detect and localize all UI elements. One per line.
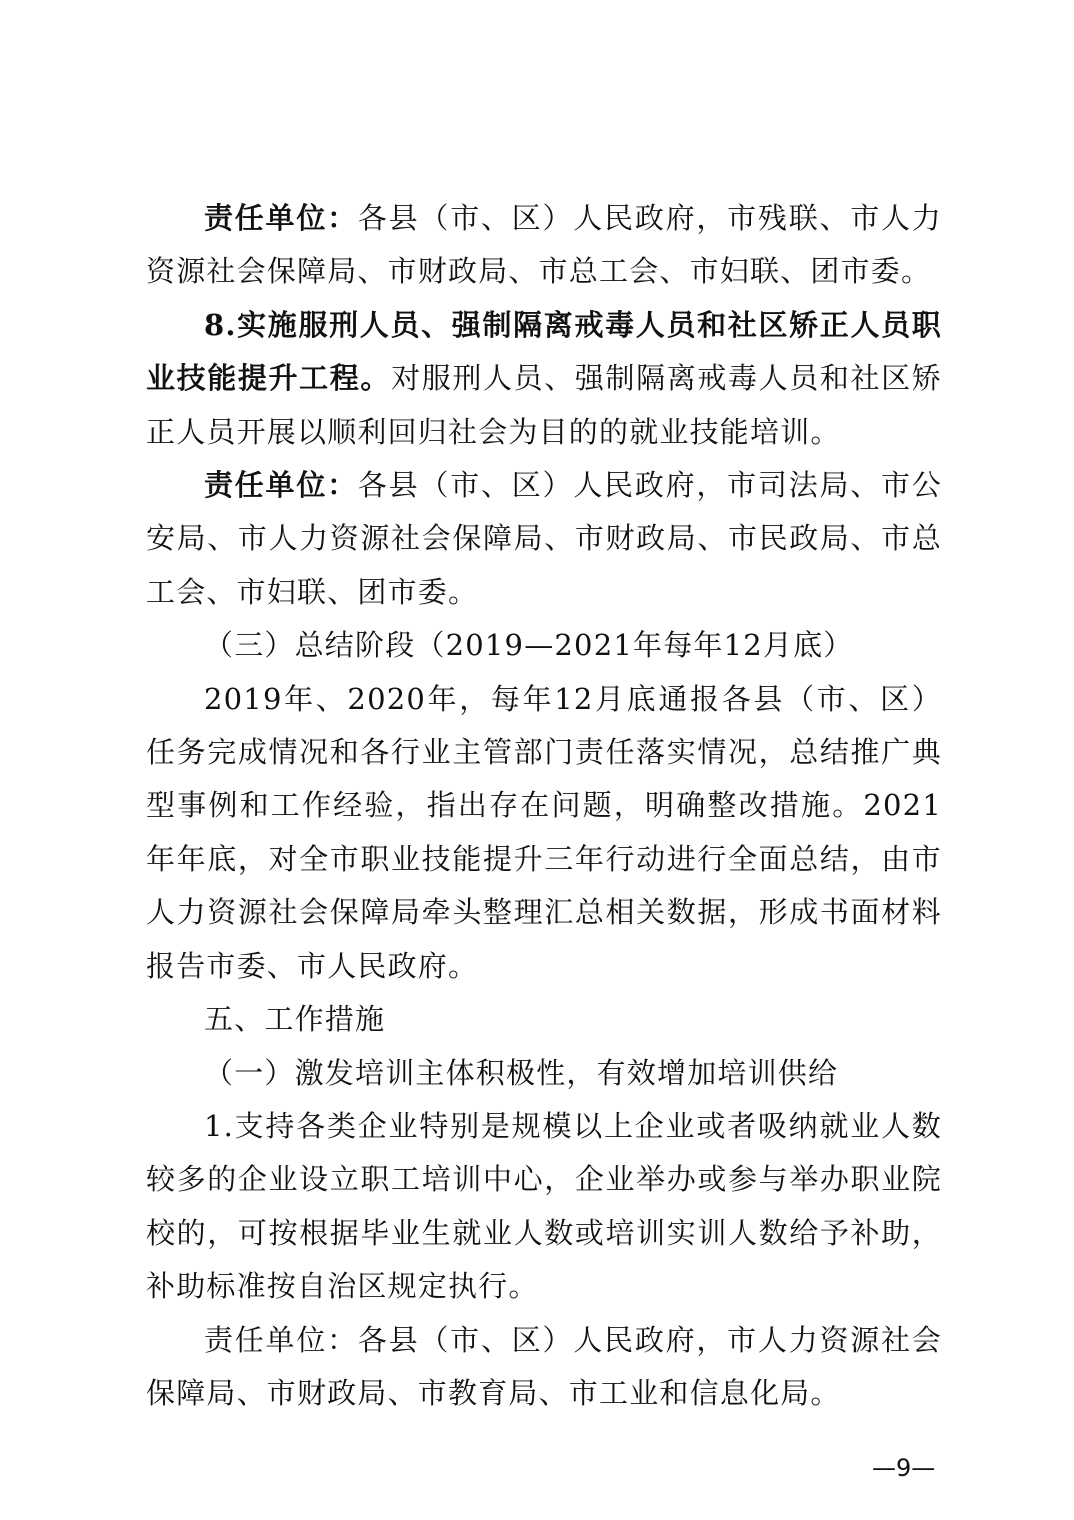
item-8-heading: 8.实施服刑人员、强制隔离戒毒人员和社区矫正人员职业技能提升工程。 — [146, 307, 942, 396]
page-number: —9— — [872, 1454, 936, 1482]
paragraph-responsible-units-2 — [146, 459, 942, 619]
paragraph-text: 对服刑人员、强制隔离戒毒人员和社区矫正人员开展以顺利回归社会为目的的就业技能培训。 — [146, 361, 942, 449]
section-heading-summary-stage: （三）总结阶段（2019—2021年每年12月底） — [204, 628, 854, 663]
responsible-units-label: 责任单位： — [204, 201, 358, 235]
section-heading-work-measures: 五、工作措施 — [204, 1002, 386, 1037]
paragraph-summary-stage: 2019年、2020年，每年12月底通报各县（市、区）任务完成情况和各行业主管部门责任落实情况，总结推广典型事例和工作经验，指出存在问题，明确整改措施。2021年年底，对全市职业技能提升三年行动进行全面总结，由市人力资源社会保障局牵头整理汇总相关数据，形成书面材料报告市委、市人民政府。 — [146, 681, 942, 983]
paragraph-responsible-units-1 — [146, 192, 942, 299]
paragraph-responsible-units-3: 责任单位：各县（市、区）人民政府，市人力资源社会保障局、市财政局、市教育局、市工业和信息化局。 — [146, 1322, 942, 1410]
paragraph-text: 各县（市、区）人民政府，市司法局、市公安局、市人力资源社会保障局、市财政局、市民政局、市总工会、市妇联、团市委。 — [146, 468, 942, 609]
section-heading-measure-1: （一）激发培训主体积极性，有效增加培训供给 — [204, 1055, 839, 1090]
document-body — [146, 192, 942, 1420]
paragraph-measure-1-item-1: 1.支持各类企业特别是规模以上企业或者吸纳就业人数较多的企业设立职工培训中心，企业举办或参与举办职业院校的，可按根据毕业生就业人数或培训实训人数给予补助，补助标准按自治区规定执行。 — [146, 1108, 942, 1304]
responsible-units-label: 责任单位： — [204, 468, 358, 503]
paragraph-item-8 — [146, 299, 942, 459]
paragraph-text: 各县（市、区）人民政府，市残联、市人力资源社会保障局、市财政局、市总工会、市妇联、团市委。 — [146, 201, 942, 289]
